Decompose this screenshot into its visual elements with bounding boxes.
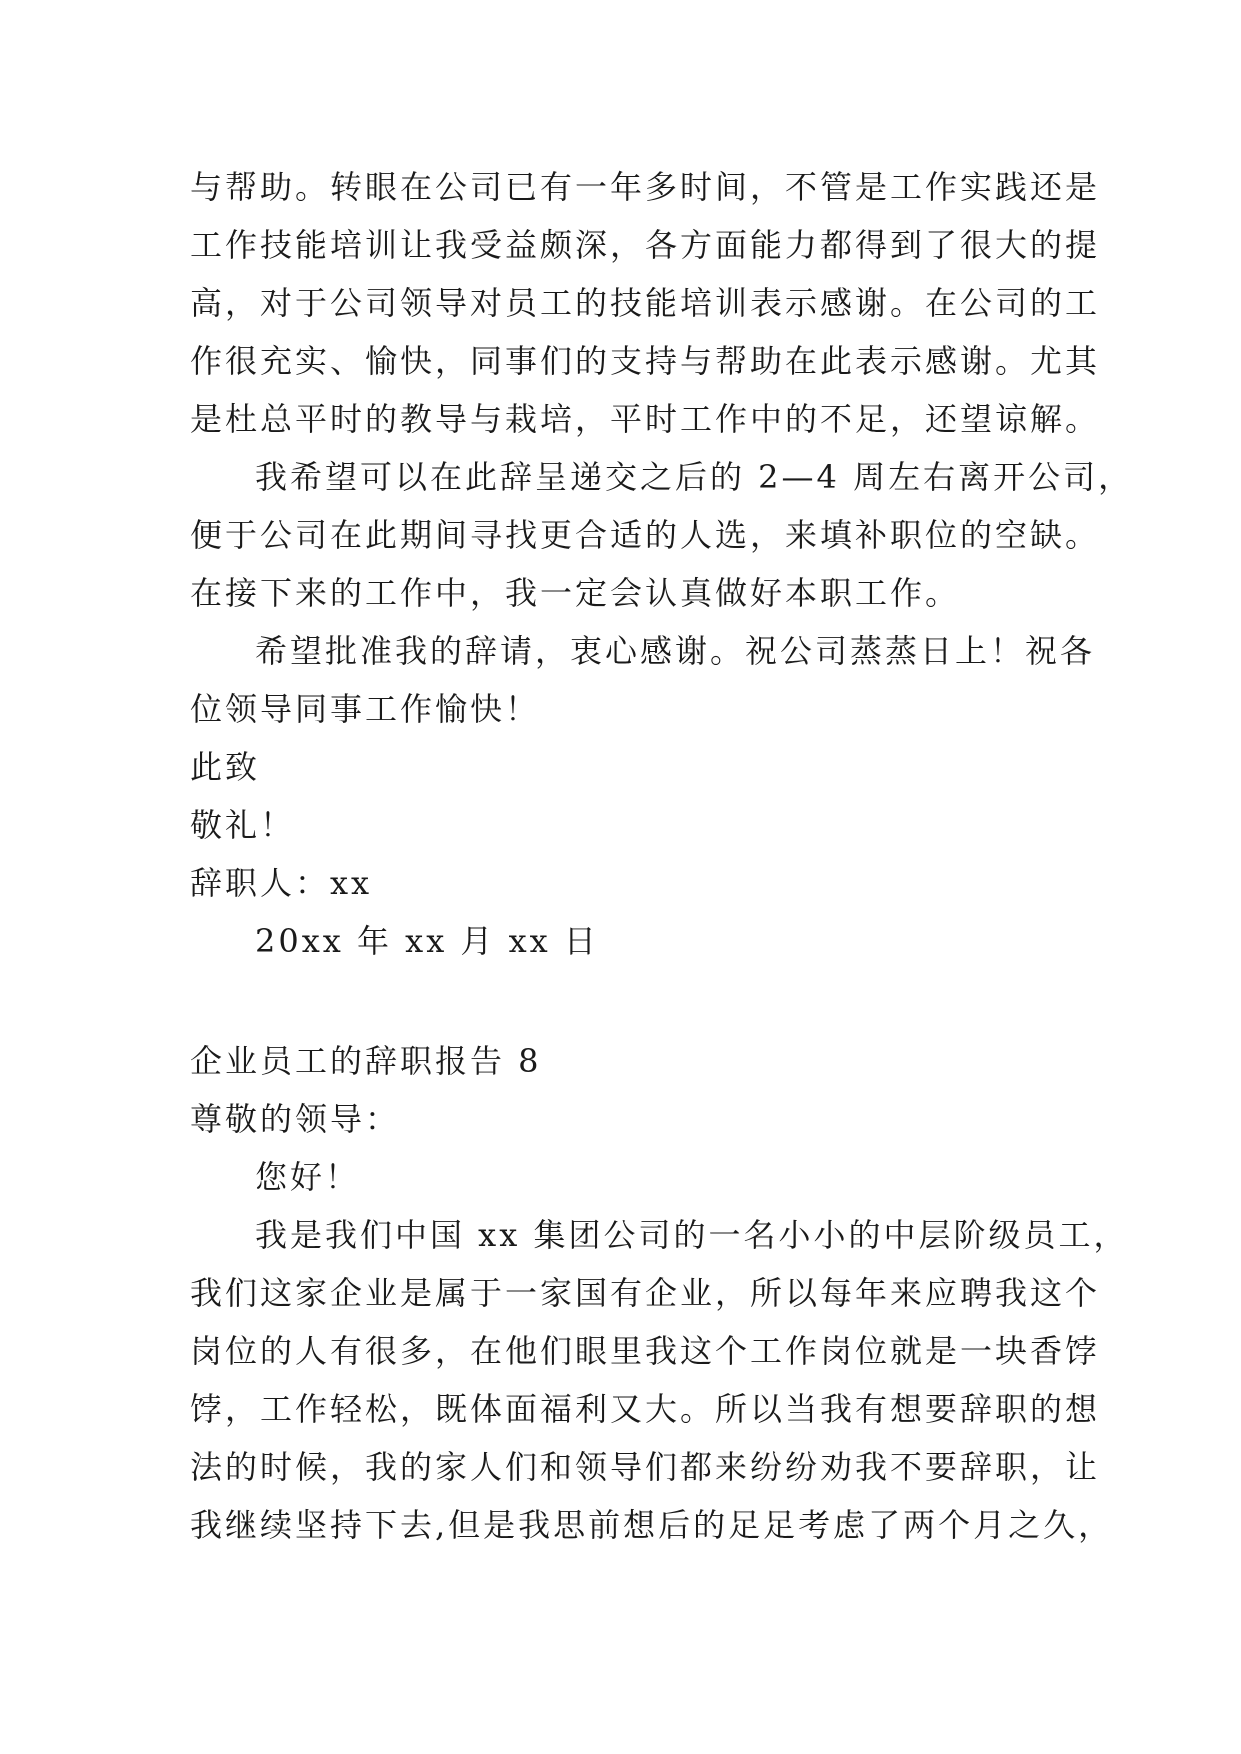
text-line: 饽，工作轻松，既体面福利又大。所以当我有想要辞职的想 [190, 1390, 1101, 1428]
closing-line: 此致 [190, 748, 261, 786]
text-line: 我们这家企业是属于一家国有企业，所以每年来应聘我这个 [190, 1274, 1101, 1312]
addressee-line: 尊敬的领导： [190, 1100, 401, 1138]
text-line: 与帮助。转眼在公司已有一年多时间，不管是工作实践还是 [190, 168, 1101, 206]
document-body [190, 158, 1134, 1554]
greeting-line: 您好！ [255, 1158, 361, 1196]
text-line: 是杜总平时的教导与栽培，平时工作中的不足，还望谅解。 [190, 400, 1101, 438]
text-line: 我是我们中国 xx 集团公司的一名小小的中层阶级员工， [255, 1216, 1129, 1254]
text-line: 在接下来的工作中，我一定会认真做好本职工作。 [190, 574, 961, 612]
section-gap [190, 970, 1060, 1032]
section-title: 企业员工的辞职报告 8 [190, 1042, 542, 1080]
text-line: 位领导同事工作愉快！ [190, 690, 541, 728]
text-line: 我希望可以在此辞呈递交之后的 2—4 周左右离开公司， [255, 458, 1134, 496]
text-line: 法的时候，我的家人们和领导们都来纷纷劝我不要辞职，让 [190, 1448, 1101, 1486]
text-line: 工作技能培训让我受益颇深，各方面能力都得到了很大的提 [190, 226, 1101, 264]
text-line: 希望批准我的辞请，衷心感谢。祝公司蒸蒸日上！祝各 [255, 632, 1096, 670]
text-line: 高，对于公司领导对员工的技能培训表示感谢。在公司的工 [190, 284, 1101, 322]
text-line: 我继续坚持下去,但是我思前想后的足足考虑了两个月之久， [190, 1506, 1114, 1544]
date-line: 20xx 年 xx 月 xx 日 [255, 922, 599, 960]
salute-line: 敬礼！ [190, 806, 296, 844]
signer-line: 辞职人：xx [190, 864, 373, 902]
text-line: 岗位的人有很多，在他们眼里我这个工作岗位就是一块香饽 [190, 1332, 1101, 1370]
text-line: 作很充实、愉快，同事们的支持与帮助在此表示感谢。尤其 [190, 342, 1101, 380]
text-line: 便于公司在此期间寻找更合适的人选，来填补职位的空缺。 [190, 516, 1101, 554]
